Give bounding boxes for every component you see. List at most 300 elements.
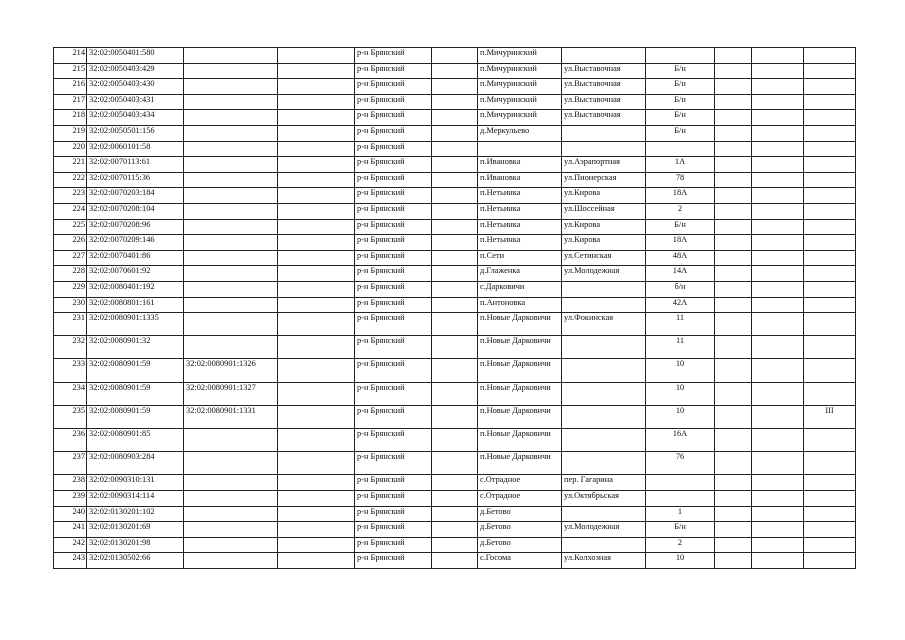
empty-cell: [432, 452, 478, 475]
cadastral-number-2-cell: [184, 219, 278, 235]
cadastral-number-cell: 32:02:0050403:434: [87, 110, 184, 126]
house-number-cell: 10: [646, 382, 715, 405]
empty-cell: [715, 188, 752, 204]
empty-cell: [278, 157, 355, 173]
empty-cell: [715, 94, 752, 110]
district-cell: р-н Брянский: [355, 281, 432, 297]
empty-cell: [715, 281, 752, 297]
settlement-cell: п.Мичуринский: [478, 94, 562, 110]
empty-cell: [432, 203, 478, 219]
district-cell: р-н Брянский: [355, 266, 432, 282]
row-number-cell: 218: [54, 110, 87, 126]
empty-cell: [715, 172, 752, 188]
house-number-cell: Б/н: [646, 94, 715, 110]
empty-cell: [715, 452, 752, 475]
district-cell: р-н Брянский: [355, 188, 432, 204]
empty-cell: [752, 110, 804, 126]
cadastral-number-2-cell: [184, 203, 278, 219]
empty-cell: [715, 429, 752, 452]
settlement-cell: д.Бетово: [478, 522, 562, 538]
empty-cell: [715, 110, 752, 126]
empty-cell: [278, 522, 355, 538]
empty-cell: [278, 553, 355, 569]
district-cell: р-н Брянский: [355, 63, 432, 79]
street-cell: ул.Аэрапортная: [562, 157, 646, 173]
empty-cell: [432, 336, 478, 359]
cadastral-number-cell: 32:02:0080903:284: [87, 452, 184, 475]
district-cell: р-н Брянский: [355, 125, 432, 141]
district-cell: р-н Брянский: [355, 359, 432, 382]
empty-cell: [432, 405, 478, 428]
district-cell: р-н Брянский: [355, 491, 432, 507]
table-row: [54, 491, 856, 507]
table-row: [54, 188, 856, 204]
row-number-cell: 238: [54, 475, 87, 491]
empty-cell: [278, 94, 355, 110]
street-cell: [562, 281, 646, 297]
house-number-cell: 10: [646, 359, 715, 382]
settlement-cell: [478, 141, 562, 157]
extra-cell: [804, 452, 856, 475]
empty-cell: [752, 537, 804, 553]
cadastral-number-2-cell: 32:02:0080901:1326: [184, 359, 278, 382]
table-row: [54, 94, 856, 110]
house-number-cell: 76: [646, 452, 715, 475]
table-row: [54, 79, 856, 95]
cadastral-number-cell: 32:02:0080901:59: [87, 405, 184, 428]
table-row: [54, 522, 856, 538]
extra-cell: [804, 475, 856, 491]
cadastral-number-2-cell: [184, 48, 278, 64]
empty-cell: [752, 172, 804, 188]
empty-cell: [715, 63, 752, 79]
extra-cell: [804, 522, 856, 538]
house-number-cell: Б/н: [646, 219, 715, 235]
table-row: [54, 110, 856, 126]
house-number-cell: [646, 475, 715, 491]
empty-cell: [715, 297, 752, 313]
row-number-cell: 240: [54, 506, 87, 522]
row-number-cell: 241: [54, 522, 87, 538]
street-cell: ул.Выставочная: [562, 79, 646, 95]
cadastral-number-cell: 32:02:0080801:161: [87, 297, 184, 313]
settlement-cell: п.Ивановка: [478, 172, 562, 188]
table-row: [54, 63, 856, 79]
empty-cell: [432, 157, 478, 173]
row-number-cell: 243: [54, 553, 87, 569]
empty-cell: [432, 382, 478, 405]
street-cell: ул.Молодежная: [562, 266, 646, 282]
table-row: [54, 359, 856, 382]
extra-cell: [804, 125, 856, 141]
settlement-cell: п.Новые Дарковичи: [478, 429, 562, 452]
empty-cell: [432, 172, 478, 188]
district-cell: р-н Брянский: [355, 537, 432, 553]
empty-cell: [278, 188, 355, 204]
empty-cell: [752, 250, 804, 266]
empty-cell: [715, 491, 752, 507]
empty-cell: [715, 359, 752, 382]
empty-cell: [715, 141, 752, 157]
district-cell: р-н Брянский: [355, 297, 432, 313]
empty-cell: [715, 475, 752, 491]
street-cell: ул.Колхозная: [562, 553, 646, 569]
empty-cell: [278, 336, 355, 359]
empty-cell: [432, 313, 478, 336]
settlement-cell: п.Нетьинка: [478, 203, 562, 219]
house-number-cell: 48А: [646, 250, 715, 266]
cadastral-number-cell: 32:02:0080401:192: [87, 281, 184, 297]
cadastral-number-2-cell: [184, 553, 278, 569]
district-cell: р-н Брянский: [355, 79, 432, 95]
cadastral-number-2-cell: [184, 475, 278, 491]
extra-cell: III: [804, 405, 856, 428]
row-number-cell: 227: [54, 250, 87, 266]
street-cell: ул.Кирова: [562, 188, 646, 204]
row-number-cell: 236: [54, 429, 87, 452]
empty-cell: [752, 336, 804, 359]
house-number-cell: Б/н: [646, 79, 715, 95]
empty-cell: [432, 219, 478, 235]
table-row: [54, 266, 856, 282]
row-number-cell: 217: [54, 94, 87, 110]
cadastral-number-2-cell: [184, 537, 278, 553]
cadastral-number-cell: 32:02:0060101:58: [87, 141, 184, 157]
extra-cell: [804, 429, 856, 452]
street-cell: [562, 125, 646, 141]
empty-cell: [752, 522, 804, 538]
empty-cell: [752, 382, 804, 405]
empty-cell: [278, 79, 355, 95]
cadastral-number-cell: 32:02:0080901:32: [87, 336, 184, 359]
settlement-cell: п.Нетьинка: [478, 219, 562, 235]
settlement-cell: п.Мичуринский: [478, 63, 562, 79]
settlement-cell: п.Ивановка: [478, 157, 562, 173]
table-row: [54, 405, 856, 428]
cadastral-number-2-cell: 32:02:0080901:1327: [184, 382, 278, 405]
extra-cell: [804, 266, 856, 282]
row-number-cell: 235: [54, 405, 87, 428]
cadastral-number-2-cell: [184, 157, 278, 173]
settlement-cell: с.Отрадное: [478, 475, 562, 491]
cadastral-number-2-cell: [184, 313, 278, 336]
extra-cell: [804, 506, 856, 522]
district-cell: р-н Брянский: [355, 429, 432, 452]
extra-cell: [804, 359, 856, 382]
cadastral-number-cell: 32:02:0090310:131: [87, 475, 184, 491]
empty-cell: [432, 281, 478, 297]
street-cell: ул.Выставочная: [562, 110, 646, 126]
empty-cell: [278, 48, 355, 64]
cadastral-number-2-cell: [184, 522, 278, 538]
row-number-cell: 222: [54, 172, 87, 188]
settlement-cell: д.Бетово: [478, 506, 562, 522]
table-row: [54, 537, 856, 553]
empty-cell: [752, 313, 804, 336]
settlement-cell: п.Новые Дарковичи: [478, 359, 562, 382]
house-number-cell: 16А: [646, 429, 715, 452]
empty-cell: [752, 297, 804, 313]
house-number-cell: 78: [646, 172, 715, 188]
cadastral-number-cell: 32:02:0070401:86: [87, 250, 184, 266]
cadastral-number-cell: 32:02:0070113:61: [87, 157, 184, 173]
settlement-cell: п.Антоновка: [478, 297, 562, 313]
district-cell: р-н Брянский: [355, 48, 432, 64]
house-number-cell: [646, 141, 715, 157]
cadastral-number-cell: 32:02:0050403:431: [87, 94, 184, 110]
table-row: [54, 281, 856, 297]
cadastral-number-2-cell: [184, 506, 278, 522]
extra-cell: [804, 235, 856, 251]
empty-cell: [752, 125, 804, 141]
house-number-cell: 11: [646, 336, 715, 359]
empty-cell: [752, 281, 804, 297]
extra-cell: [804, 172, 856, 188]
settlement-cell: п.Новые Дарковичи: [478, 382, 562, 405]
empty-cell: [715, 336, 752, 359]
table-row: [54, 475, 856, 491]
empty-cell: [278, 219, 355, 235]
empty-cell: [715, 382, 752, 405]
cadastral-number-2-cell: 32:02:0080901:1331: [184, 405, 278, 428]
house-number-cell: 10: [646, 405, 715, 428]
empty-cell: [715, 48, 752, 64]
street-cell: ул.Кирова: [562, 235, 646, 251]
cadastral-number-2-cell: [184, 235, 278, 251]
empty-cell: [715, 522, 752, 538]
empty-cell: [278, 203, 355, 219]
cadastral-number-cell: 32:02:0130201:69: [87, 522, 184, 538]
empty-cell: [715, 266, 752, 282]
empty-cell: [715, 235, 752, 251]
empty-cell: [278, 281, 355, 297]
extra-cell: [804, 313, 856, 336]
street-cell: [562, 452, 646, 475]
empty-cell: [752, 359, 804, 382]
row-number-cell: 219: [54, 125, 87, 141]
empty-cell: [715, 125, 752, 141]
street-cell: [562, 297, 646, 313]
empty-cell: [278, 235, 355, 251]
cadastral-number-2-cell: [184, 429, 278, 452]
table-row: [54, 429, 856, 452]
district-cell: р-н Брянский: [355, 203, 432, 219]
empty-cell: [715, 553, 752, 569]
settlement-cell: с.Дарковичи: [478, 281, 562, 297]
empty-cell: [432, 250, 478, 266]
house-number-cell: Б/н: [646, 125, 715, 141]
empty-cell: [752, 203, 804, 219]
settlement-cell: с.Отрадное: [478, 491, 562, 507]
row-number-cell: 220: [54, 141, 87, 157]
house-number-cell: 1: [646, 506, 715, 522]
cadastral-number-cell: 32:02:0080901:85: [87, 429, 184, 452]
extra-cell: [804, 94, 856, 110]
empty-cell: [752, 491, 804, 507]
cadastral-number-cell: 32:02:0050401:580: [87, 48, 184, 64]
empty-cell: [715, 405, 752, 428]
empty-cell: [432, 94, 478, 110]
empty-cell: [278, 63, 355, 79]
cadastral-number-2-cell: [184, 63, 278, 79]
row-number-cell: 214: [54, 48, 87, 64]
settlement-cell: п.Новые Дарковичи: [478, 313, 562, 336]
extra-cell: [804, 110, 856, 126]
table-row: [54, 382, 856, 405]
district-cell: р-н Брянский: [355, 110, 432, 126]
empty-cell: [278, 452, 355, 475]
cadastral-number-cell: 32:02:0130502:66: [87, 553, 184, 569]
extra-cell: [804, 281, 856, 297]
cadastral-number-2-cell: [184, 336, 278, 359]
row-number-cell: 242: [54, 537, 87, 553]
empty-cell: [432, 491, 478, 507]
empty-cell: [432, 522, 478, 538]
house-number-cell: 2: [646, 203, 715, 219]
empty-cell: [432, 63, 478, 79]
row-number-cell: 226: [54, 235, 87, 251]
cadastral-number-2-cell: [184, 491, 278, 507]
empty-cell: [278, 297, 355, 313]
settlement-cell: п.Мичуринский: [478, 110, 562, 126]
table-row: [54, 48, 856, 64]
district-cell: р-н Брянский: [355, 382, 432, 405]
empty-cell: [432, 537, 478, 553]
empty-cell: [715, 79, 752, 95]
empty-cell: [432, 188, 478, 204]
row-number-cell: 232: [54, 336, 87, 359]
empty-cell: [432, 141, 478, 157]
street-cell: ул.Фокинская: [562, 313, 646, 336]
street-cell: [562, 506, 646, 522]
empty-cell: [278, 359, 355, 382]
empty-cell: [278, 537, 355, 553]
cadastral-number-2-cell: [184, 141, 278, 157]
house-number-cell: 42А: [646, 297, 715, 313]
empty-cell: [432, 553, 478, 569]
settlement-cell: п.Новые Дарковичи: [478, 452, 562, 475]
house-number-cell: 18А: [646, 188, 715, 204]
empty-cell: [752, 405, 804, 428]
empty-cell: [278, 429, 355, 452]
settlement-cell: с.Госома: [478, 553, 562, 569]
house-number-cell: б/н: [646, 281, 715, 297]
extra-cell: [804, 297, 856, 313]
cadastral-number-cell: 32:02:0130201:102: [87, 506, 184, 522]
cadastral-number-cell: 32:02:0080901:59: [87, 359, 184, 382]
table-row: [54, 250, 856, 266]
empty-cell: [278, 266, 355, 282]
district-cell: р-н Брянский: [355, 553, 432, 569]
table-row: [54, 553, 856, 569]
empty-cell: [432, 475, 478, 491]
cadastral-number-2-cell: [184, 110, 278, 126]
house-number-cell: 1А: [646, 157, 715, 173]
cadastral-number-cell: 32:02:0070209:146: [87, 235, 184, 251]
street-cell: [562, 537, 646, 553]
empty-cell: [432, 110, 478, 126]
house-number-cell: Б/н: [646, 63, 715, 79]
cadastral-number-2-cell: [184, 188, 278, 204]
empty-cell: [752, 219, 804, 235]
district-cell: р-н Брянский: [355, 250, 432, 266]
empty-cell: [432, 506, 478, 522]
street-cell: ул.Молодежная: [562, 522, 646, 538]
settlement-cell: д.Бетово: [478, 537, 562, 553]
row-number-cell: 233: [54, 359, 87, 382]
empty-cell: [715, 203, 752, 219]
district-cell: р-н Брянский: [355, 452, 432, 475]
cadastral-number-2-cell: [184, 452, 278, 475]
row-number-cell: 228: [54, 266, 87, 282]
settlement-cell: п.Мичуринский: [478, 79, 562, 95]
table-row: [54, 235, 856, 251]
empty-cell: [432, 48, 478, 64]
house-number-cell: 18А: [646, 235, 715, 251]
district-cell: р-н Брянский: [355, 141, 432, 157]
district-cell: р-н Брянский: [355, 313, 432, 336]
row-number-cell: 239: [54, 491, 87, 507]
empty-cell: [752, 157, 804, 173]
row-number-cell: 231: [54, 313, 87, 336]
house-number-cell: Б/н: [646, 110, 715, 126]
street-cell: ул.Выставочная: [562, 94, 646, 110]
empty-cell: [752, 553, 804, 569]
extra-cell: [804, 157, 856, 173]
district-cell: р-н Брянский: [355, 506, 432, 522]
empty-cell: [752, 188, 804, 204]
district-cell: р-н Брянский: [355, 522, 432, 538]
empty-cell: [715, 157, 752, 173]
cadastral-number-2-cell: [184, 172, 278, 188]
extra-cell: [804, 219, 856, 235]
street-cell: [562, 429, 646, 452]
cadastral-number-2-cell: [184, 79, 278, 95]
cadastral-number-cell: 32:02:0130201:98: [87, 537, 184, 553]
empty-cell: [715, 250, 752, 266]
settlement-cell: д.Меркульево: [478, 125, 562, 141]
empty-cell: [278, 313, 355, 336]
settlement-cell: п.Мичуринский: [478, 48, 562, 64]
empty-cell: [278, 110, 355, 126]
row-number-cell: 224: [54, 203, 87, 219]
street-cell: ул.Выставочная: [562, 63, 646, 79]
street-cell: [562, 141, 646, 157]
empty-cell: [278, 382, 355, 405]
cadastral-number-2-cell: [184, 125, 278, 141]
district-cell: р-н Брянский: [355, 405, 432, 428]
street-cell: ул.Октябрьская: [562, 491, 646, 507]
street-cell: [562, 382, 646, 405]
street-cell: [562, 359, 646, 382]
street-cell: ул.Пионерская: [562, 172, 646, 188]
house-number-cell: 10: [646, 553, 715, 569]
row-number-cell: 221: [54, 157, 87, 173]
row-number-cell: 223: [54, 188, 87, 204]
empty-cell: [752, 48, 804, 64]
cadastral-number-2-cell: [184, 250, 278, 266]
street-cell: [562, 48, 646, 64]
extra-cell: [804, 250, 856, 266]
empty-cell: [432, 359, 478, 382]
empty-cell: [752, 475, 804, 491]
extra-cell: [804, 382, 856, 405]
cadastral-number-cell: 32:02:0070208:96: [87, 219, 184, 235]
empty-cell: [752, 429, 804, 452]
extra-cell: [804, 553, 856, 569]
registry-table: [53, 47, 856, 569]
house-number-cell: 2: [646, 537, 715, 553]
